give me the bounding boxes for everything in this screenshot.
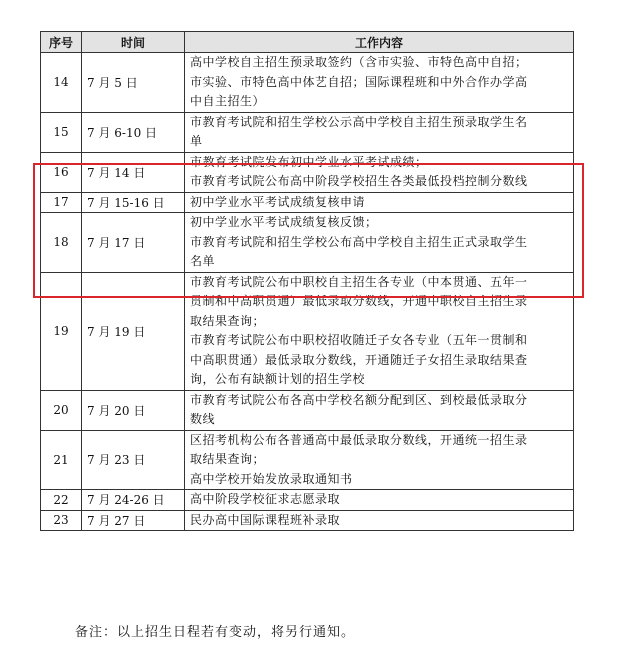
row-content bbox=[185, 192, 574, 213]
row-content bbox=[185, 53, 574, 113]
table-row bbox=[41, 192, 574, 213]
schedule-table bbox=[40, 31, 574, 531]
content-line: 初中学业水平考试成绩复核申请 bbox=[190, 194, 366, 209]
header-content: 工作内容 bbox=[185, 32, 574, 53]
row-number: 22 bbox=[41, 490, 82, 511]
row-number: 19 bbox=[41, 272, 82, 390]
content-line: 名单 bbox=[190, 254, 216, 268]
row-time: 7 月 19 日 bbox=[82, 272, 185, 390]
table-row bbox=[41, 213, 574, 273]
row-number: 17 bbox=[41, 192, 82, 213]
row-time: 7 月 23 日 bbox=[82, 430, 185, 490]
table-row bbox=[41, 152, 574, 192]
row-content bbox=[185, 490, 574, 511]
content-line: 区招考机构公布各普通高中最低录取分数线，开通统一招生录 bbox=[190, 432, 528, 447]
row-number: 14 bbox=[41, 53, 82, 113]
table-row bbox=[41, 390, 574, 430]
row-content bbox=[185, 152, 574, 192]
content-line: 市教育考试院发布初中学业水平考试成绩； bbox=[190, 154, 428, 169]
footnote: 备注：以上招生日程若有变动，将另行通知。 bbox=[75, 625, 356, 640]
content-line: 市教育考试院公布各高中学校名额分配到区、到校最低录取分 bbox=[190, 392, 528, 407]
content-line: 数线 bbox=[190, 412, 216, 426]
row-content bbox=[185, 430, 574, 490]
row-content bbox=[185, 112, 574, 152]
table-body bbox=[41, 53, 574, 531]
content-line: 贯制和中高职贯通）最低录取分数线，开通中职校自主招生录 bbox=[190, 294, 528, 308]
row-number: 18 bbox=[41, 213, 82, 273]
row-number: 21 bbox=[41, 430, 82, 490]
content-line: 市教育考试院和招生学校公布高中学校自主招生正式录取学生 bbox=[190, 234, 528, 249]
content-line: 单 bbox=[190, 134, 203, 148]
content-line: 高中阶段学校征求志愿录取 bbox=[190, 492, 341, 506]
row-time: 7 月 6-10 日 bbox=[82, 112, 185, 152]
row-content bbox=[185, 510, 574, 531]
row-number: 23 bbox=[41, 510, 82, 531]
table-header-row bbox=[41, 32, 574, 53]
row-time: 7 月 17 日 bbox=[82, 213, 185, 273]
row-time: 7 月 15-16 日 bbox=[82, 192, 185, 213]
content-line: 民办高中国际课程班补录取 bbox=[190, 512, 341, 527]
row-content bbox=[185, 272, 574, 390]
content-line: 市教育考试院公布中职校自主招生各专业（中本贯通、五年一 bbox=[190, 274, 528, 289]
header-number: 序号 bbox=[41, 32, 82, 53]
row-time: 7 月 14 日 bbox=[82, 152, 185, 192]
content-line: 中高职贯通）最低录取分数线，开通随迁子女招生录取结果查 bbox=[190, 352, 528, 367]
row-time: 7 月 5 日 bbox=[82, 53, 185, 113]
table-row bbox=[41, 112, 574, 152]
content-line: 市实验、市特色高中体艺自招；国际课程班和中外合作办学高 bbox=[190, 74, 528, 89]
content-line: 市教育考试院和招生学校公示高中学校自主招生预录取学生名 bbox=[190, 114, 528, 129]
row-number: 15 bbox=[41, 112, 82, 152]
content-line: 中自主招生） bbox=[190, 94, 266, 108]
row-time: 7 月 27 日 bbox=[82, 510, 185, 531]
table-row bbox=[41, 272, 574, 390]
content-line: 市教育考试院公布高中阶段学校招生各类最低投档控制分数线 bbox=[190, 174, 528, 188]
content-line: 询，公布有缺额计划的招生学校 bbox=[190, 372, 366, 386]
table-row bbox=[41, 53, 574, 113]
content-line: 取结果查询； bbox=[190, 313, 266, 328]
row-content bbox=[185, 390, 574, 430]
row-time: 7 月 20 日 bbox=[82, 390, 185, 430]
table-row bbox=[41, 430, 574, 490]
row-time: 7 月 24-26 日 bbox=[82, 490, 185, 511]
content-line: 高中学校开始发放录取通知书 bbox=[190, 471, 353, 486]
row-number: 16 bbox=[41, 152, 82, 192]
table-row bbox=[41, 490, 574, 511]
content-line: 市教育考试院公布中职校招收随迁子女各专业（五年一贯制和 bbox=[190, 333, 528, 347]
content-line: 取结果查询； bbox=[190, 452, 266, 466]
content-line: 高中学校自主招生预录取签约（含市实验、市特色高中自招； bbox=[190, 55, 528, 69]
table-row bbox=[41, 510, 574, 531]
row-content bbox=[185, 213, 574, 273]
row-number: 20 bbox=[41, 390, 82, 430]
header-time: 时间 bbox=[82, 32, 185, 53]
content-line: 初中学业水平考试成绩复核反馈； bbox=[190, 215, 378, 229]
